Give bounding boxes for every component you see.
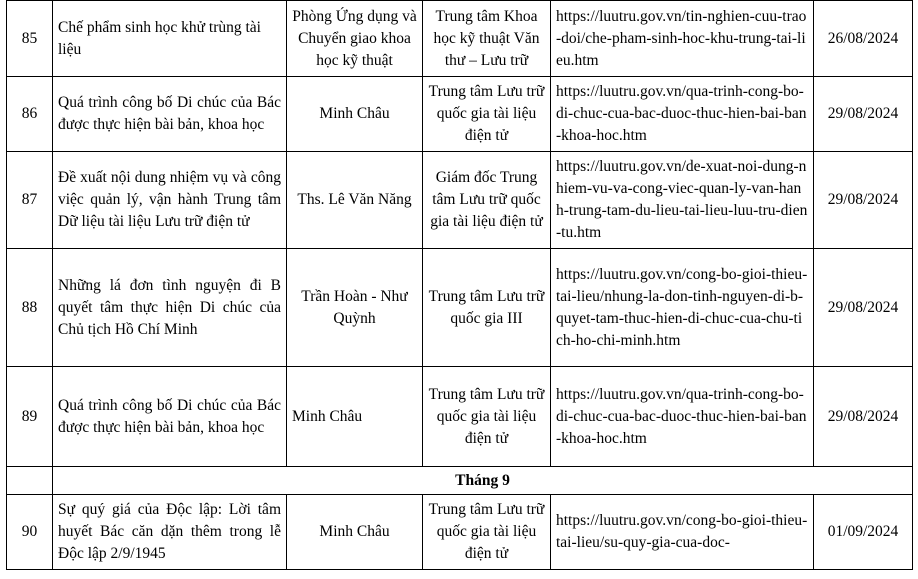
article-author: Minh Châu bbox=[287, 77, 423, 152]
article-link[interactable]: https://luutru.gov.vn/de-xuat-noi-dung-nhiem-vu-va-cong-viec-quan-ly-van-hanh-trung-tam-du-lieu-tai-lieu-luu-tru-dien-tu.htm bbox=[551, 152, 814, 249]
article-title: Chế phẩm sinh học khử trùng tài liệu bbox=[53, 1, 287, 77]
article-date: 29/08/2024 bbox=[814, 77, 913, 152]
row-number: 88 bbox=[7, 249, 53, 367]
article-unit: Trung tâm Lưu trữ quốc gia tài liệu điện tử bbox=[423, 495, 551, 570]
month-header: Tháng 9 bbox=[53, 467, 913, 495]
row-number: 85 bbox=[7, 1, 53, 77]
article-link[interactable]: https://luutru.gov.vn/cong-bo-gioi-thieu-tai-lieu/su-quy-gia-cua-doc- bbox=[551, 495, 814, 570]
article-link[interactable]: https://luutru.gov.vn/cong-bo-gioi-thieu-tai-lieu/nhung-la-don-tinh-nguyen-di-b-quyet-tam-thuc-hien-di-chuc-cua-chu-tich-ho-chi-minh.htm bbox=[551, 249, 814, 367]
article-unit: Trung tâm Khoa học kỹ thuật Văn thư – Lưu trữ bbox=[423, 1, 551, 77]
row-number: 90 bbox=[7, 495, 53, 570]
article-author: Trần Hoàn - Như Quỳnh bbox=[287, 249, 423, 367]
article-link[interactable]: https://luutru.gov.vn/qua-trinh-cong-bo-di-chuc-cua-bac-duoc-thuc-hien-bai-ban-khoa-hoc.htm bbox=[551, 367, 814, 467]
article-author: Ths. Lê Văn Năng bbox=[287, 152, 423, 249]
article-title: Đề xuất nội dung nhiệm vụ và công việc quản lý, vận hành Trung tâm Dữ liệu tài liệu Lưu trữ điện tử bbox=[53, 152, 287, 249]
article-title: Quá trình công bố Di chúc của Bác được thực hiện bài bản, khoa học bbox=[53, 367, 287, 467]
article-date: 01/09/2024 bbox=[814, 495, 913, 570]
article-link[interactable]: https://luutru.gov.vn/qua-trinh-cong-bo-di-chuc-cua-bac-duoc-thuc-hien-bai-ban-khoa-hoc.htm bbox=[551, 77, 814, 152]
article-date: 29/08/2024 bbox=[814, 249, 913, 367]
table-row bbox=[7, 367, 913, 467]
article-unit: Trung tâm Lưu trữ quốc gia tài liệu điện tử bbox=[423, 77, 551, 152]
table-row bbox=[7, 77, 913, 152]
article-title: Những lá đơn tình nguyện đi B quyết tâm thực hiện Di chúc của Chủ tịch Hồ Chí Minh bbox=[53, 249, 287, 367]
table-row bbox=[7, 495, 913, 570]
row-number: 89 bbox=[7, 367, 53, 467]
article-link[interactable]: https://luutru.gov.vn/tin-nghien-cuu-trao-doi/che-pham-sinh-hoc-khu-trung-tai-lieu.htm bbox=[551, 1, 814, 77]
articles-table bbox=[6, 0, 913, 570]
article-title: Sự quý giá của Độc lập: Lời tâm huyết Bác căn dặn thêm trong lễ Độc lập 2/9/1945 bbox=[53, 495, 287, 570]
article-unit: Giám đốc Trung tâm Lưu trữ quốc gia tài liệu điện tử bbox=[423, 152, 551, 249]
month-spacer bbox=[7, 467, 53, 495]
row-number: 86 bbox=[7, 77, 53, 152]
article-author: Minh Châu bbox=[287, 367, 423, 467]
row-number: 87 bbox=[7, 152, 53, 249]
article-title: Quá trình công bố Di chúc của Bác được thực hiện bài bản, khoa học bbox=[53, 77, 287, 152]
month-header-row bbox=[7, 467, 913, 495]
article-date: 26/08/2024 bbox=[814, 1, 913, 77]
table-row bbox=[7, 152, 913, 249]
article-date: 29/08/2024 bbox=[814, 152, 913, 249]
article-unit: Trung tâm Lưu trữ quốc gia III bbox=[423, 249, 551, 367]
article-author: Minh Châu bbox=[287, 495, 423, 570]
table-row bbox=[7, 249, 913, 367]
table-row bbox=[7, 1, 913, 77]
article-unit: Trung tâm Lưu trữ quốc gia tài liệu điện tử bbox=[423, 367, 551, 467]
article-date: 29/08/2024 bbox=[814, 367, 913, 467]
article-author: Phòng Ứng dụng và Chuyển giao khoa học kỹ thuật bbox=[287, 1, 423, 77]
